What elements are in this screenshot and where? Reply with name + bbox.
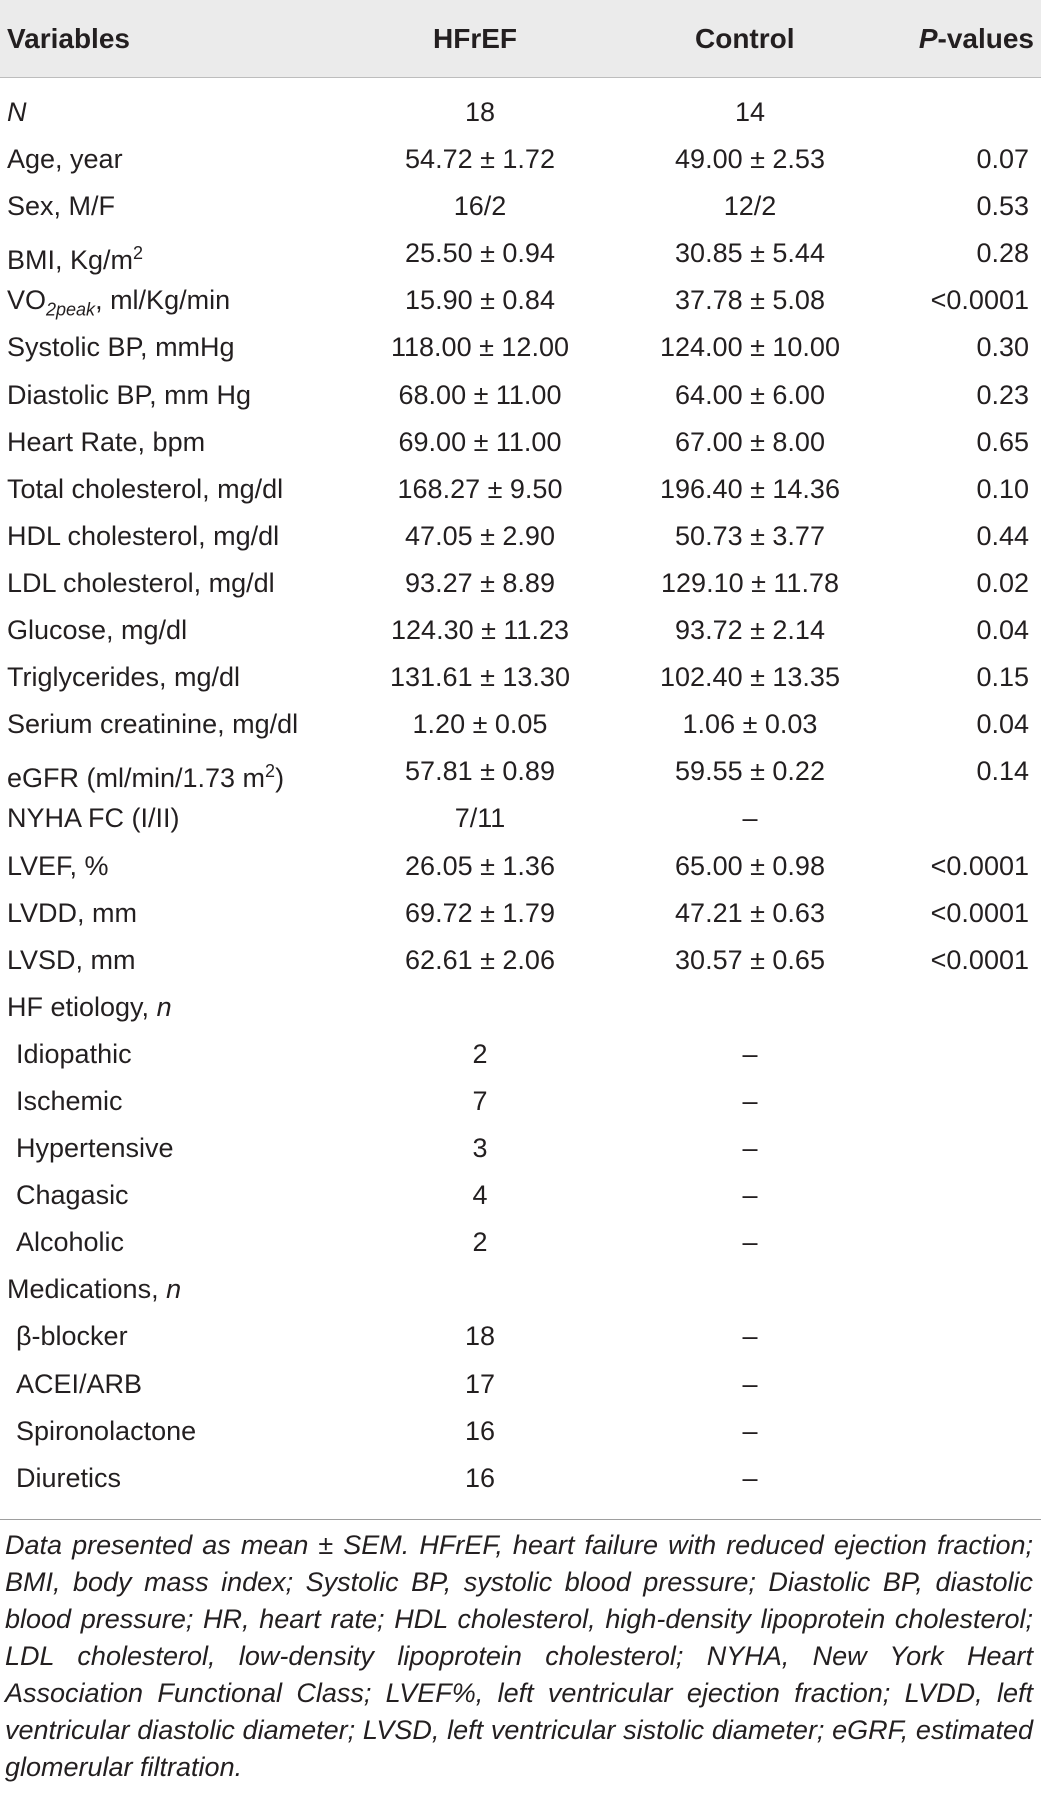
row-label	[16, 1220, 124, 1264]
p-value: 0.15	[976, 662, 1029, 693]
hfref-value: 131.61 ± 13.30	[390, 662, 570, 693]
control-value: 1.06 ± 0.03	[682, 709, 818, 740]
row-label-text: Diuretics	[16, 1462, 122, 1493]
control-value: 93.72 ± 2.14	[675, 615, 825, 646]
table-footnote: Data presented as mean ± SEM. HFrEF, heart failure with reduced ejection fraction; BMI, body mass index; Systolic BP, systolic blood pressure; Diastolic BP, diastolic blood pressure; HR, heart rate; HDL cholesterol, high-density lipoprotein cholesterol; LDL cholesterol, low-density lipoprotein cholesterol; NYHA, New York Heart Association Functional Class; LVEF%, left ventricular ejection fraction; LVDD, left ventricular diastolic diameter; LVSD, left ventricular sistolic diameter; eGRF, estimated glomerular filtration.	[5, 1530, 1033, 1782]
control-value: 64.00 ± 6.00	[675, 379, 825, 410]
row-label-text: HDL cholesterol, mg/dl	[7, 520, 280, 551]
hfref-value: 25.50 ± 0.94	[405, 238, 555, 269]
row-label	[7, 655, 240, 699]
row-label	[7, 184, 115, 228]
row-label	[7, 608, 187, 652]
p-value: 0.23	[976, 379, 1029, 410]
hfref-value: 93.27 ± 8.89	[405, 567, 555, 598]
control-value: 49.00 ± 2.53	[675, 144, 825, 175]
table-row	[0, 373, 1041, 420]
row-label-text: Chagasic	[16, 1180, 129, 1211]
control-value: –	[742, 1321, 758, 1352]
row-label	[7, 796, 180, 840]
row-label	[7, 749, 284, 800]
control-value: –	[742, 1180, 758, 1211]
header-p-values	[919, 21, 1034, 57]
row-label-text: Ischemic	[16, 1085, 123, 1116]
row-label	[16, 1362, 142, 1406]
control-value: –	[742, 1085, 758, 1116]
row-label-text: Diastolic BP, mm Hg	[7, 379, 252, 410]
hfref-value: 16	[464, 1415, 496, 1446]
row-label-suffix: , ml/Kg/min	[95, 285, 231, 316]
row-label-text: β-blocker	[16, 1321, 128, 1352]
table-row	[0, 938, 1041, 985]
p-value: <0.0001	[930, 944, 1029, 975]
hfref-value: 4	[472, 1180, 488, 1211]
p-value: 0.14	[976, 756, 1029, 787]
table-row	[0, 1079, 1041, 1126]
row-label-text: eGFR (ml/min/1.73 m	[7, 763, 266, 794]
p-value: 0.02	[976, 567, 1029, 598]
table-row	[0, 561, 1041, 608]
row-label	[7, 90, 27, 134]
row-label	[7, 891, 137, 935]
hfref-value: 18	[464, 97, 496, 127]
row-label-text: LVEF, %	[7, 850, 109, 881]
header-variables: Variables	[7, 23, 130, 54]
hfref-value: 2	[472, 1038, 488, 1069]
row-label-text: Systolic BP, mmHg	[7, 332, 235, 363]
hfref-value: 26.05 ± 1.36	[405, 850, 555, 881]
control-value: 50.73 ± 3.77	[675, 520, 825, 551]
control-value: –	[742, 1227, 758, 1258]
p-value: <0.0001	[930, 850, 1029, 881]
table-row	[0, 278, 1041, 325]
control-value: 59.55 ± 0.22	[675, 756, 825, 787]
hfref-value: 69.00 ± 11.00	[398, 426, 562, 457]
table-row	[0, 420, 1041, 467]
hfref-value: 7/11	[454, 803, 506, 834]
hfref-value: 57.81 ± 0.89	[405, 756, 555, 787]
row-label-text: N	[7, 97, 27, 127]
row-label-text: Heart Rate, bpm	[7, 426, 206, 457]
row-label-text: VO	[7, 285, 47, 316]
p-value: 0.04	[976, 615, 1029, 646]
control-value: –	[742, 1462, 758, 1493]
control-value: 37.78 ± 5.08	[675, 285, 825, 316]
hfref-value: 68.00 ± 11.00	[398, 379, 562, 410]
table-body	[0, 90, 1041, 1503]
row-label-text: Total cholesterol, mg/dl	[7, 473, 284, 504]
table-row	[0, 608, 1041, 655]
control-value: 124.00 ± 10.00	[660, 332, 840, 363]
p-value: 0.04	[976, 709, 1029, 740]
header-hfref: HFrEF	[433, 23, 517, 54]
row-label-italic: n	[156, 991, 172, 1022]
row-label-italic: n	[166, 1274, 182, 1305]
control-value: –	[742, 1133, 758, 1164]
table-header	[0, 0, 1041, 78]
control-value: –	[742, 803, 758, 834]
row-label	[16, 1314, 128, 1358]
hfref-value: 124.30 ± 11.23	[391, 615, 569, 646]
control-value: 196.40 ± 14.36	[660, 473, 840, 504]
control-value: 102.40 ± 13.35	[660, 662, 840, 693]
row-label-superscript: 2	[133, 243, 144, 264]
table-row	[0, 1456, 1041, 1503]
control-value: 12/2	[723, 191, 777, 222]
row-label	[16, 1456, 121, 1500]
table-row	[0, 90, 1041, 137]
row-label	[7, 1267, 181, 1311]
row-label-subscript: 2peak	[46, 299, 96, 320]
hfref-value: 18	[464, 1321, 496, 1352]
table-row	[0, 514, 1041, 561]
footnote-divider	[0, 1519, 1041, 1520]
row-label-text: BMI, Kg/m	[7, 245, 134, 276]
p-value: 0.53	[976, 191, 1029, 222]
table-row	[0, 702, 1041, 749]
table-row	[0, 137, 1041, 184]
row-label-text: Idiopathic	[16, 1038, 132, 1069]
hfref-value: 54.72 ± 1.72	[405, 144, 555, 175]
row-label-text: LVDD, mm	[7, 897, 138, 928]
header-p-letter: P	[918, 23, 938, 54]
hfref-value: 3	[472, 1133, 488, 1164]
hfref-value: 69.72 ± 1.79	[405, 897, 555, 928]
row-label	[7, 278, 230, 331]
hfref-value: 7	[472, 1085, 488, 1116]
row-label	[7, 137, 123, 181]
table-row	[0, 1362, 1041, 1409]
table-row	[0, 184, 1041, 231]
table-row	[0, 1032, 1041, 1079]
control-value: 65.00 ± 0.98	[675, 850, 825, 881]
row-label	[7, 325, 235, 369]
row-label-text: HF etiology,	[7, 991, 157, 1022]
row-label	[7, 844, 109, 888]
row-label-text: Triglycerides, mg/dl	[7, 662, 241, 693]
row-label-text: Hypertensive	[16, 1133, 174, 1164]
control-value: –	[742, 1038, 758, 1069]
p-value: 0.10	[976, 473, 1029, 504]
control-value: 129.10 ± 11.78	[661, 567, 839, 598]
hfref-value: 168.27 ± 9.50	[397, 473, 563, 504]
control-value: 30.85 ± 5.44	[675, 238, 825, 269]
row-label	[7, 231, 143, 282]
control-value: 67.00 ± 8.00	[675, 426, 825, 457]
header-control: Control	[695, 23, 795, 54]
hfref-value: 16/2	[453, 191, 507, 222]
table-row	[0, 796, 1041, 843]
hfref-value: 17	[464, 1368, 496, 1399]
table-row	[0, 985, 1041, 1032]
table-row	[0, 325, 1041, 372]
row-label-text: LVSD, mm	[7, 944, 136, 975]
table-row	[0, 467, 1041, 514]
row-label	[7, 373, 251, 417]
hfref-value: 47.05 ± 2.90	[405, 520, 555, 551]
row-label-text: Medications,	[7, 1274, 167, 1305]
row-label	[7, 514, 279, 558]
row-label	[16, 1409, 196, 1453]
p-value: 0.44	[976, 520, 1029, 551]
row-label	[16, 1079, 123, 1123]
control-value: 47.21 ± 0.63	[675, 897, 825, 928]
row-label	[7, 420, 205, 464]
table-row	[0, 1220, 1041, 1267]
row-label-text: NYHA FC (I/II)	[7, 803, 180, 834]
row-label-text: Spironolactone	[16, 1415, 197, 1446]
hfref-value: 1.20 ± 0.05	[412, 709, 548, 740]
p-value: 0.07	[976, 144, 1029, 175]
p-value: <0.0001	[930, 897, 1029, 928]
p-value: 0.28	[976, 238, 1029, 269]
table-row	[0, 749, 1041, 796]
row-label-text: Serium creatinine, mg/dl	[7, 709, 299, 740]
p-value: 0.30	[976, 332, 1029, 363]
row-label	[16, 1173, 129, 1217]
hfref-value: 118.00 ± 12.00	[391, 332, 569, 363]
table-row	[0, 844, 1041, 891]
table-row	[0, 655, 1041, 702]
hfref-value: 15.90 ± 0.84	[405, 285, 555, 316]
row-label-text: Glucose, mg/dl	[7, 615, 188, 646]
row-label	[7, 985, 172, 1029]
row-label-superscript: 2	[265, 761, 276, 782]
control-value: 30.57 ± 0.65	[675, 944, 825, 975]
row-label	[16, 1032, 132, 1076]
table-row	[0, 1173, 1041, 1220]
table-row	[0, 1267, 1041, 1314]
row-label-text: Sex, M/F	[7, 191, 116, 222]
row-label	[7, 561, 275, 605]
control-value: –	[742, 1368, 758, 1399]
p-value: 0.65	[976, 426, 1029, 457]
row-label-text: Age, year	[7, 144, 123, 175]
row-label	[7, 938, 136, 982]
row-label-text: ACEI/ARB	[16, 1368, 143, 1399]
table-row	[0, 891, 1041, 938]
table-row	[0, 1314, 1041, 1361]
hfref-value: 16	[464, 1462, 496, 1493]
row-label	[7, 702, 298, 746]
control-value: –	[742, 1415, 758, 1446]
header-p-suffix: -values	[937, 23, 1034, 54]
hfref-value: 62.61 ± 2.06	[405, 944, 555, 975]
hfref-value: 2	[472, 1227, 488, 1258]
p-value: <0.0001	[930, 285, 1029, 316]
row-label-suffix: )	[275, 763, 285, 794]
table-row	[0, 1409, 1041, 1456]
row-label-text: LDL cholesterol, mg/dl	[7, 567, 275, 598]
control-value: 14	[734, 97, 766, 127]
table-row	[0, 231, 1041, 278]
row-label-text: Alcoholic	[16, 1227, 125, 1258]
row-label	[7, 467, 283, 511]
row-label	[16, 1126, 174, 1170]
table-row	[0, 1126, 1041, 1173]
